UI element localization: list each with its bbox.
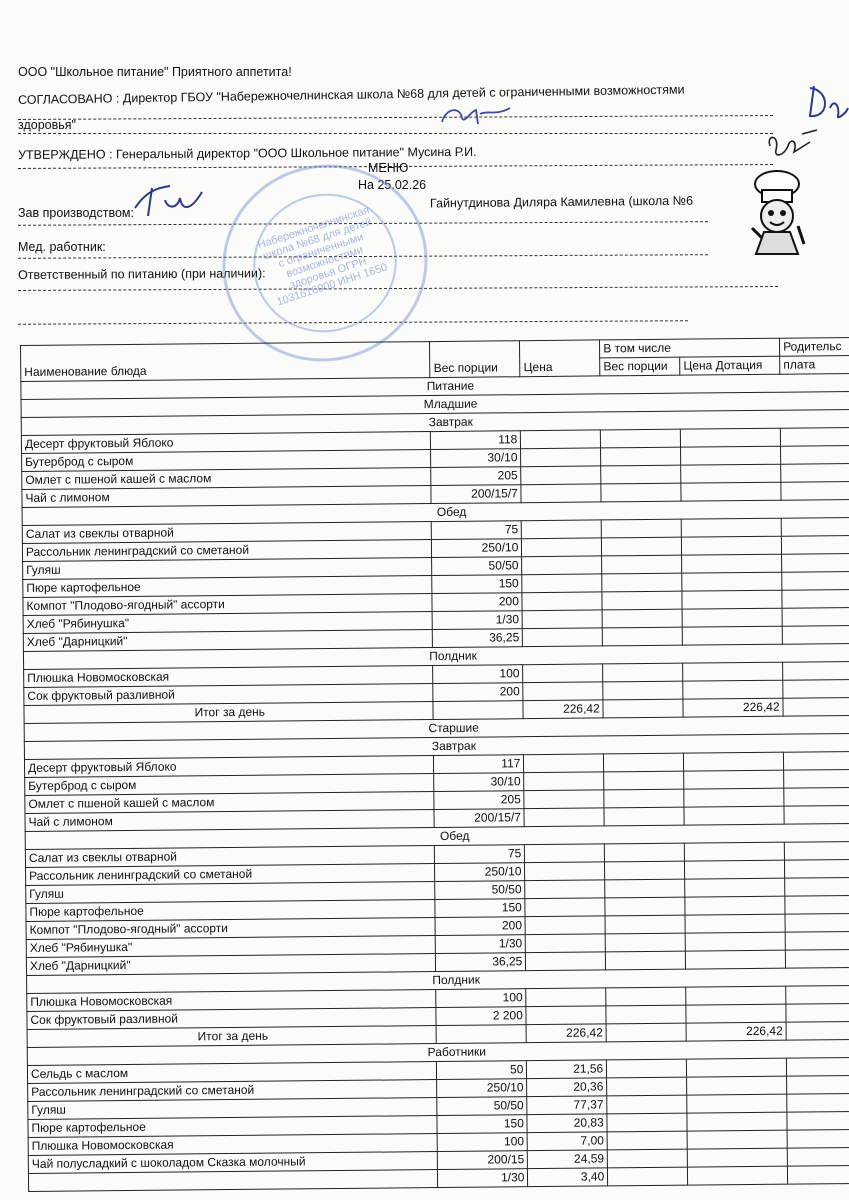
price-cell	[526, 934, 606, 953]
dish-name-cell: Омлет с пшеной кашей с маслом	[22, 468, 432, 490]
incl-weight-cell	[606, 951, 686, 970]
dish-name-cell	[28, 1170, 438, 1192]
parent-fee-cell	[782, 571, 849, 590]
parent-fee-cell	[784, 841, 849, 860]
portion-weight-cell: 36,25	[433, 629, 523, 648]
parent-fee-cell	[782, 607, 849, 626]
dish-name-cell: Компот "Плодово-ягодный" ассорти	[23, 594, 433, 616]
dish-name-cell: Итог за день	[24, 702, 434, 724]
production-signature	[130, 178, 210, 223]
price-cell: 3,40	[528, 1168, 608, 1187]
dish-name-cell: Бутерброд с сыром	[25, 774, 435, 796]
portion-weight-cell: 1/30	[436, 935, 526, 954]
subsidy-price-cell	[682, 554, 782, 573]
subsidy-price-cell	[681, 428, 781, 447]
parent-fee-cell	[785, 859, 849, 878]
header-dish-name: Наименование блюда	[21, 342, 431, 382]
subsidy-price-cell	[683, 680, 783, 699]
organization-line: ООО "Школьное питание" Приятного аппетита!	[18, 65, 292, 79]
price-cell	[524, 772, 604, 791]
production-name: Гайнутдинова Диляра Камилевна (школа №6	[429, 193, 694, 211]
subsidy-price-cell	[683, 662, 783, 681]
portion-weight-cell: 200/15	[438, 1151, 528, 1170]
incl-weight-cell	[601, 483, 681, 502]
subsidy-price-cell	[681, 464, 781, 483]
incl-weight-cell	[601, 429, 681, 448]
incl-weight-cell	[602, 609, 682, 628]
parent-fee-cell	[782, 625, 849, 644]
subsidy-price-cell	[685, 932, 785, 951]
portion-weight-cell	[437, 1025, 527, 1044]
parent-fee-cell	[781, 535, 849, 554]
dish-name-cell: Десерт фруктовый Яблоко	[24, 756, 434, 778]
header-incl-weight: Вес порции	[600, 357, 680, 376]
parent-fee-cell	[784, 769, 849, 788]
subsidy-price-cell	[687, 1058, 787, 1077]
price-cell	[521, 430, 601, 449]
portion-weight-cell: 36,25	[436, 953, 526, 972]
portion-weight-cell: 205	[431, 467, 521, 486]
incl-weight-cell	[605, 933, 685, 952]
incl-weight-cell	[604, 771, 684, 790]
subsidy-price-cell	[686, 950, 786, 969]
header-parent-fee-2: плата	[780, 355, 849, 374]
parent-fee-cell	[787, 1147, 849, 1166]
portion-weight-cell: 100	[438, 1133, 528, 1152]
parent-fee-cell	[781, 517, 849, 536]
menu-title: МЕНЮ	[368, 161, 409, 175]
dish-name-cell: Пюре картофельное	[26, 900, 436, 922]
price-cell	[525, 880, 605, 899]
parent-fee-cell	[782, 553, 849, 572]
parent-fee-cell	[787, 1111, 849, 1130]
dish-name-cell: Компот "Плодово-ягодный" ассорти	[26, 918, 436, 940]
price-cell: 24,59	[528, 1150, 608, 1169]
dish-name-cell: Плюшка Новомосковская	[27, 990, 437, 1012]
subsidy-price-cell	[687, 1076, 787, 1095]
section-label: Работники	[27, 1039, 849, 1065]
parent-fee-cell	[783, 679, 849, 698]
parent-fee-cell	[785, 949, 849, 968]
price-cell	[522, 538, 602, 557]
price-cell	[521, 484, 601, 503]
portion-weight-cell: 1/30	[438, 1169, 528, 1188]
incl-weight-cell	[603, 681, 683, 700]
portion-weight-cell: 250/10	[432, 539, 522, 558]
parent-fee-cell	[780, 427, 849, 446]
header-parent-fee: Родительс	[780, 337, 849, 356]
price-cell	[525, 898, 605, 917]
subsidy-price-cell	[682, 572, 782, 591]
price-cell	[522, 610, 602, 629]
incl-weight-cell	[602, 537, 682, 556]
dish-name-cell: Салат из свеклы отварной	[25, 846, 435, 868]
incl-weight-cell	[601, 447, 681, 466]
portion-weight-cell: 205	[434, 791, 524, 810]
header-weight: Вес порции	[430, 341, 520, 378]
subsidy-price-cell: 226,42	[683, 698, 783, 717]
dish-name-cell: Чай полусладкий с шоколадом Сказка молочный	[28, 1152, 438, 1174]
section-label: Полдник	[27, 967, 849, 993]
portion-weight-cell: 250/10	[437, 1079, 527, 1098]
portion-weight-cell: 50/50	[435, 881, 525, 900]
parent-fee-cell	[781, 445, 849, 464]
dish-name-cell: Хлеб "Дарницкий"	[23, 630, 433, 652]
section-label: Завтрак	[21, 409, 849, 435]
subsidy-price-cell	[685, 896, 785, 915]
price-cell	[522, 556, 602, 575]
agreed-line-continued: здоровья"	[18, 118, 76, 132]
subsidy-price-cell	[685, 914, 785, 933]
parent-fee-cell	[786, 1003, 849, 1022]
parent-fee-cell	[786, 985, 849, 1004]
dish-name-cell: Бутерброд с сыром	[22, 450, 432, 472]
parent-fee-cell	[786, 1057, 849, 1076]
parent-fee-cell	[781, 481, 849, 500]
menu-table-body	[21, 373, 849, 1191]
price-cell: 20,36	[527, 1078, 607, 1097]
section-label: Завтрак	[24, 733, 849, 759]
portion-weight-cell: 200/15/7	[434, 809, 524, 828]
production-label: Зав производством:	[18, 206, 134, 220]
section-label: Питание	[21, 373, 849, 399]
portion-weight-cell: 150	[435, 899, 525, 918]
incl-weight-cell	[601, 519, 681, 538]
portion-weight-cell: 200/15/7	[431, 485, 521, 504]
approved-signature	[762, 128, 822, 164]
incl-weight-cell	[604, 807, 684, 826]
chef-illustration	[742, 168, 812, 260]
dashed-divider	[18, 115, 773, 120]
parent-fee-cell	[785, 895, 849, 914]
price-cell	[522, 592, 602, 611]
portion-weight-cell: 200	[433, 683, 523, 702]
price-cell	[526, 952, 606, 971]
incl-weight-cell	[605, 915, 685, 934]
incl-weight-cell	[601, 465, 681, 484]
dish-name-cell: Гуляш	[26, 882, 436, 904]
incl-weight-cell	[608, 1167, 688, 1186]
parent-fee-cell	[787, 1075, 849, 1094]
subsidy-price-cell	[684, 770, 784, 789]
price-cell	[521, 448, 601, 467]
parent-fee-cell	[784, 751, 849, 770]
parent-fee-cell	[785, 913, 849, 932]
section-label: Старшие	[24, 715, 849, 741]
dish-name-cell: Плюшка Новомосковская	[28, 1134, 438, 1156]
portion-weight-cell: 200	[432, 593, 522, 612]
approved-line: УТВЕРЖДЕНО : Генеральный директор "ООО Школьное питание" Мусина Р.И.	[18, 144, 477, 162]
parent-fee-cell	[782, 589, 849, 608]
section-label: Полдник	[23, 643, 849, 669]
subsidy-price-cell	[687, 1148, 787, 1167]
price-cell	[524, 754, 604, 773]
agreed-signature	[436, 100, 516, 130]
header-price: Цена	[520, 340, 600, 377]
menu-date: На 25.02.26	[358, 178, 427, 192]
dish-name-cell: Хлеб "Рябинушка"	[23, 612, 433, 634]
incl-weight-cell	[602, 591, 682, 610]
incl-weight-cell	[603, 663, 683, 682]
portion-weight-cell: 50	[437, 1061, 527, 1080]
portion-weight-cell: 1/30	[433, 611, 523, 630]
subsidy-price-cell	[686, 1004, 786, 1023]
incl-weight-cell	[602, 573, 682, 592]
price-cell	[526, 988, 606, 1007]
portion-weight-cell: 117	[434, 755, 524, 774]
subsidy-price-cell	[681, 518, 781, 537]
portion-weight-cell: 150	[437, 1115, 527, 1134]
parent-fee-cell	[787, 1093, 849, 1112]
incl-weight-cell	[602, 627, 682, 646]
portion-weight-cell: 50/50	[437, 1097, 527, 1116]
price-cell	[522, 520, 602, 539]
parent-fee-cell	[783, 661, 849, 680]
section-label: Обед	[22, 499, 849, 525]
portion-weight-cell: 30/10	[434, 773, 524, 792]
parent-fee-cell	[784, 787, 849, 806]
subsidy-price-cell	[681, 482, 781, 501]
price-cell: 7,00	[527, 1132, 607, 1151]
dish-name-cell: Чай с лимоном	[22, 486, 432, 508]
incl-weight-cell	[607, 1149, 687, 1168]
section-label: Младшие	[21, 391, 849, 417]
portion-weight-cell: 30/10	[431, 449, 521, 468]
portion-weight-cell: 2 200	[436, 1007, 526, 1026]
dish-name-cell: Сок фруктовый разливной	[27, 1008, 437, 1030]
agreed-line: СОГЛАСОВАНО : Директор ГБОУ "Набережночелнинская школа №68 для детей с ограниченными возможностями	[18, 82, 685, 107]
medic-label: Мед. работник:	[18, 240, 106, 254]
incl-weight-cell	[602, 555, 682, 574]
dish-name-cell: Сок фруктовый разливной	[24, 684, 434, 706]
dish-name-cell: Омлет с пшеной кашей с маслом	[25, 792, 435, 814]
price-cell: 21,56	[527, 1060, 607, 1079]
portion-weight-cell: 150	[432, 575, 522, 594]
dish-name-cell: Пюре картофельное	[28, 1116, 438, 1138]
subsidy-price-cell	[682, 626, 782, 645]
price-cell: 20,83	[527, 1114, 607, 1133]
subsidy-price-cell	[687, 1094, 787, 1113]
price-cell	[525, 862, 605, 881]
header-incl-price-subsidy: Цена Дотация	[680, 356, 780, 375]
dish-name-cell: Хлеб "Рябинушка"	[26, 936, 436, 958]
price-cell	[522, 574, 602, 593]
incl-weight-cell	[605, 843, 685, 862]
dish-name-cell: Рассольник ленинградский со сметаной	[26, 864, 436, 886]
parent-fee-cell	[787, 1129, 849, 1148]
incl-weight-cell	[605, 897, 685, 916]
portion-weight-cell: 75	[435, 845, 525, 864]
parent-fee-cell	[785, 931, 849, 950]
incl-weight-cell	[603, 699, 683, 718]
price-cell	[526, 1006, 606, 1025]
dish-name-cell: Гуляш	[28, 1098, 438, 1120]
parent-fee-cell	[788, 1165, 849, 1184]
portion-weight-cell: 100	[433, 665, 523, 684]
responsible-label: Ответственный по питанию (при наличии):	[18, 266, 266, 282]
incl-weight-cell	[607, 1113, 687, 1132]
section-label: Обед	[25, 823, 849, 849]
subsidy-price-cell	[687, 1112, 787, 1131]
parent-fee-cell	[785, 877, 849, 896]
price-cell	[524, 808, 604, 827]
parent-fee-cell	[786, 1021, 849, 1040]
menu-table	[20, 337, 849, 1192]
dish-name-cell: Сельдь с маслом	[27, 1062, 437, 1084]
dish-name-cell: Гуляш	[23, 558, 433, 580]
incl-weight-cell	[604, 753, 684, 772]
subsidy-price-cell	[681, 446, 781, 465]
stamp-text: Набережночелнинская школа №68 для детей с ограниченными возможностями здоровья ОГРН 1031616000 ИНН 1650	[256, 204, 389, 309]
incl-weight-cell	[607, 1077, 687, 1096]
subsidy-price-cell	[687, 1130, 787, 1149]
header-including: В том числе	[600, 338, 780, 358]
portion-weight-cell: 75	[432, 521, 522, 540]
portion-weight-cell	[433, 701, 523, 720]
incl-weight-cell	[607, 1059, 687, 1078]
price-cell: 77,37	[527, 1096, 607, 1115]
incl-weight-cell	[606, 1005, 686, 1024]
parent-fee-cell	[781, 463, 849, 482]
subsidy-price-cell	[684, 842, 784, 861]
dish-name-cell: Рассольник ленинградский со сметаной	[22, 540, 432, 562]
subsidy-price-cell	[686, 986, 786, 1005]
portion-weight-cell: 100	[436, 989, 526, 1008]
subsidy-price-cell	[682, 536, 782, 555]
price-cell: 226,42	[523, 700, 603, 719]
dashed-divider	[18, 133, 773, 134]
portion-weight-cell: 200	[435, 917, 525, 936]
subsidy-price-cell	[685, 860, 785, 879]
dish-name-cell: Плюшка Новомосковская	[24, 666, 434, 688]
subsidy-price-cell	[684, 752, 784, 771]
price-cell	[525, 844, 605, 863]
dish-name-cell: Пюре картофельное	[23, 576, 433, 598]
portion-weight-cell: 118	[431, 431, 521, 450]
price-cell	[523, 682, 603, 701]
dish-name-cell: Салат из свеклы отварной	[22, 522, 432, 544]
price-cell	[523, 664, 603, 683]
subsidy-price-cell	[684, 806, 784, 825]
incl-weight-cell	[607, 1095, 687, 1114]
dish-name-cell: Рассольник ленинградский со сметаной	[28, 1080, 438, 1102]
incl-weight-cell	[605, 861, 685, 880]
price-cell	[525, 916, 605, 935]
subsidy-price-cell	[685, 878, 785, 897]
subsidy-price-cell	[684, 788, 784, 807]
dish-name-cell: Чай с лимоном	[25, 810, 435, 832]
subsidy-price-cell	[682, 590, 782, 609]
incl-weight-cell	[607, 1131, 687, 1150]
price-cell	[521, 466, 601, 485]
incl-weight-cell	[606, 1023, 686, 1042]
incl-weight-cell	[605, 879, 685, 898]
dish-name-cell: Итог за день	[27, 1026, 437, 1048]
dish-name-cell: Хлеб "Дарницкий"	[26, 954, 436, 976]
portion-weight-cell: 250/10	[435, 863, 525, 882]
price-cell	[524, 790, 604, 809]
portion-weight-cell: 50/50	[432, 557, 522, 576]
parent-fee-cell	[783, 697, 849, 716]
dish-name-cell: Десерт фруктовый Яблоко	[21, 432, 431, 454]
subsidy-price-cell	[688, 1166, 788, 1185]
price-cell	[523, 628, 603, 647]
subsidy-price-cell	[682, 608, 782, 627]
incl-weight-cell	[604, 789, 684, 808]
incl-weight-cell	[606, 987, 686, 1006]
parent-fee-cell	[784, 805, 849, 824]
subsidy-price-cell: 226,42	[686, 1022, 786, 1041]
price-cell: 226,42	[526, 1024, 606, 1043]
